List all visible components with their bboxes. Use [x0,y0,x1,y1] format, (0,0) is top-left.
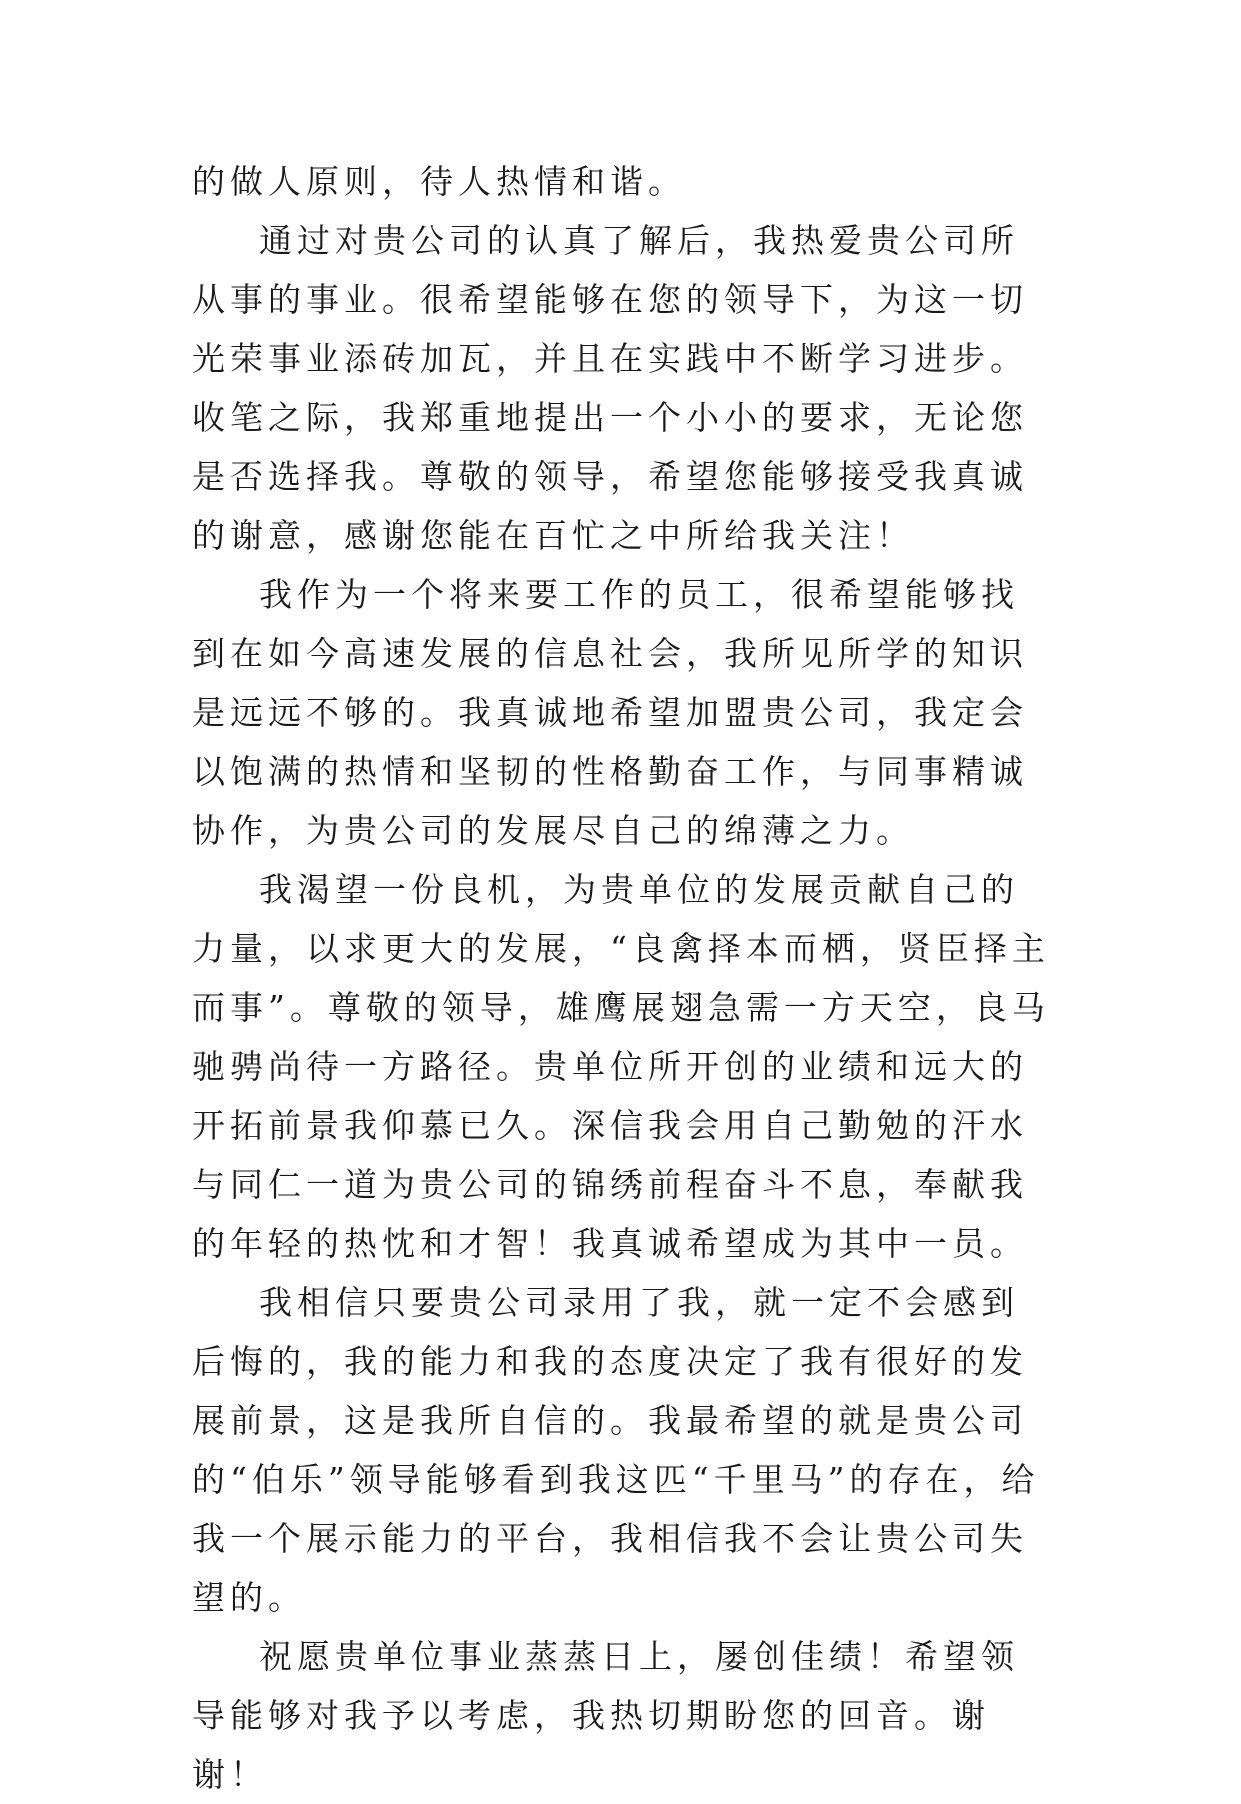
paragraph-5: 我相信只要贵公司录用了我，就一定不会感到后悔的，我的能力和我的态度决定了我有很好的发展前景，这是我所自信的。我最希望的就是贵公司的“伯乐”领导能够看到我这匹“千里马”的存在，给我一个展示能力的平台，我相信我不会让贵公司失望的。 [192,1283,1040,1617]
letter-body [192,152,1054,1804]
paragraph-4: 我渴望一份良机，为贵单位的发展贡献自己的力量，以求更大的发展，“良禽择本而栖，贤臣择主而事”。尊敬的领导，雄鹰展翅急需一方天空，良马驰骋尚待一方路径。贵单位所开创的业绩和远大的开拓前景我仰慕已久。深信我会用自己勤勉的汗水与同仁一道为贵公司的锦绣前程奋斗不息，奉献我的年轻的热忱和才智！我真诚希望成为其中一员。 [192,870,1050,1263]
paragraph-6: 祝愿贵单位事业蒸蒸日上，屡创佳绩！希望领导能够对我予以考虑，我热切期盼您的回音。谢谢！ [192,1637,1019,1794]
paragraph-3: 我作为一个将来要工作的员工，很希望能够找到在如今高速发展的信息社会，我所见所学的知识是远远不够的。我真诚地希望加盟贵公司，我定会以饱满的热情和坚韧的性格勤奋工作，与同事精诚协作，为贵公司的发展尽自己的绵薄之力。 [192,575,1028,850]
paragraph-2: 通过对贵公司的认真了解后，我热爱贵公司所从事的事业。很希望能够在您的领导下，为这一切光荣事业添砖加瓦，并且在实践中不断学习进步。收笔之际，我郑重地提出一个小小的要求，无论您是否选择我。尊敬的领导，希望您能够接受我真诚的谢意，感谢您能在百忙之中所给我关注！ [192,221,1028,555]
paragraph-1: 的做人原则，待人热情和谐。 [192,162,686,201]
